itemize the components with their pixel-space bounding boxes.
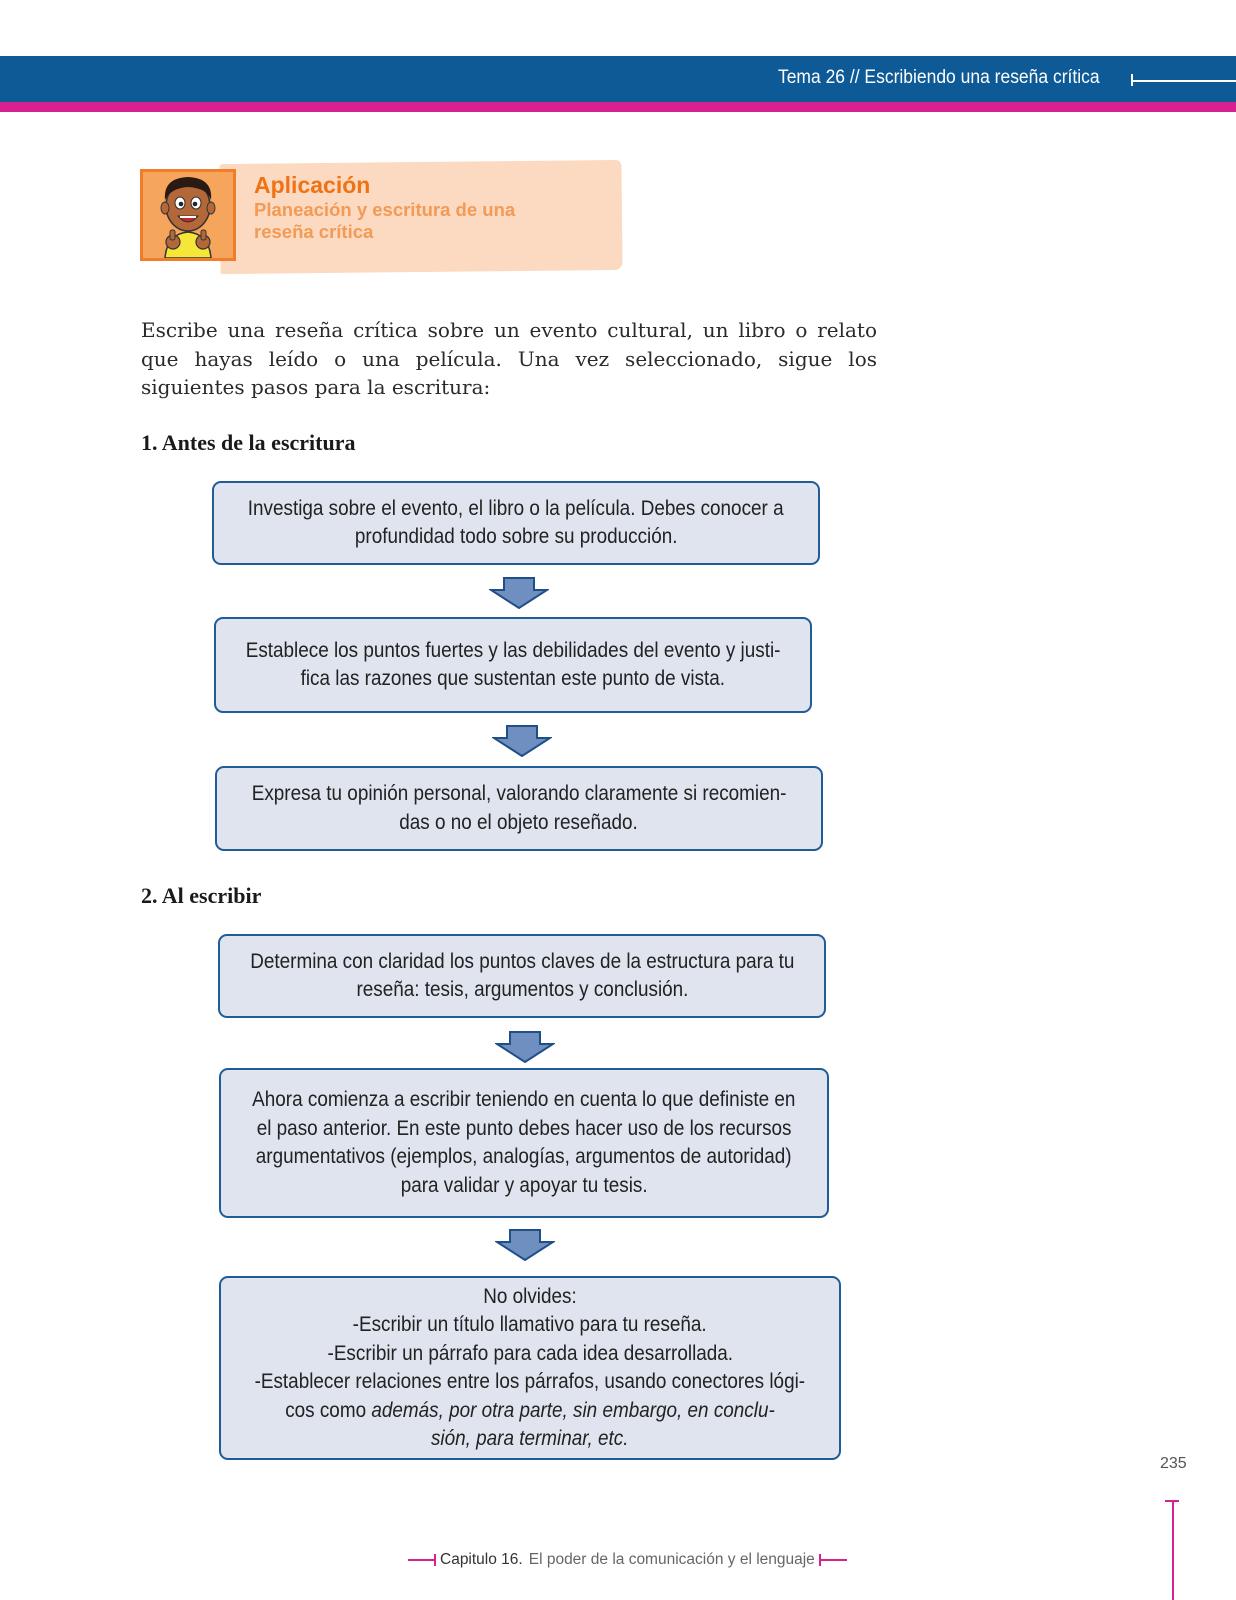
step-box-4 — [218, 934, 826, 1018]
step-box-5-line-2: el paso anterior. En este punto debes hacer uso de los recursos — [256, 1116, 792, 1140]
step-box-2-line-1: Establece los puntos fuertes y las debilidades del evento y justi- — [245, 638, 781, 662]
step-box-1 — [212, 481, 820, 565]
step-box-1-line-2: profundidad todo sobre su producción. — [354, 525, 678, 548]
step-box-2 — [214, 617, 812, 713]
banner-title: Aplicación — [254, 172, 371, 198]
step-box-2-line-2: fica las razones que sustentan este punto de vista. — [300, 667, 726, 690]
step-box-3 — [215, 766, 823, 851]
step-box-4-line-2: reseña: tesis, argumentos y conclusión. — [356, 978, 688, 1001]
page-number: 235 — [1160, 1455, 1187, 1472]
down-arrow-icon — [489, 577, 549, 609]
footer-rule-left — [408, 1559, 436, 1561]
reminder-line-4: -Establecer relaciones entre los párrafos, usando conectores lógi- — [254, 1370, 806, 1393]
reminder-line-2: -Escribir un título llamativo para tu reseña. — [352, 1313, 708, 1336]
reminder-line-5-italic: además, por otra parte, sin embargo, en conclu- — [371, 1398, 775, 1422]
reminder-line-5 — [285, 1397, 775, 1426]
footer-rule-right — [819, 1559, 847, 1561]
reminder-line-6 — [431, 1425, 628, 1454]
step-box-5-line-3: argumentativos (ejemplos, analogías, argumentos de autoridad) — [256, 1145, 792, 1168]
cartoon-boy-icon — [143, 172, 233, 258]
section-1-heading: 1. Antes de la escritura — [141, 430, 356, 455]
footer — [408, 1551, 847, 1569]
reminder-box — [219, 1276, 841, 1460]
banner-subtitle-line-1: Planeación y escritura de una — [254, 199, 516, 220]
step-box-1-line-1: Investiga sobre el evento, el libro o la película. Debes conocer a — [248, 496, 784, 520]
header-accent-stripe — [0, 102, 1236, 112]
application-banner — [140, 162, 622, 272]
banner-subtitle — [254, 199, 584, 243]
reminder-line-6-italic: sión, para terminar, etc. — [431, 1427, 629, 1450]
section-2-heading: 2. Al escribir — [141, 883, 262, 908]
step-box-3-line-2: das o no el objeto reseñado. — [399, 810, 639, 834]
reminder-line-3: -Escribir un párrafo para cada idea desarrollada. — [327, 1341, 733, 1365]
reminder-line-1: No olvides: — [483, 1284, 577, 1308]
down-arrow-icon — [492, 725, 552, 757]
topic-rule — [1133, 80, 1236, 82]
step-box-3-line-1: Expresa tu opinión personal, valorando claramente si recomien- — [251, 782, 787, 805]
step-box-4-line-1: Determina con claridad los puntos claves de la estructura para tu — [249, 949, 795, 973]
topic-title: Tema 26 // Escribiendo una reseña crítica — [778, 67, 1100, 88]
intro-paragraph: Escribe una reseña crítica sobre un evento cultural, un libro o relato que hayas leído o una película. Una vez seleccionado, sigue los siguientes pasos para la escritura: — [141, 318, 877, 399]
footer-chapter-title: El poder de la comunicación y el lenguaje — [528, 1551, 815, 1568]
down-arrow-icon — [495, 1229, 555, 1261]
step-box-5 — [219, 1068, 829, 1218]
step-box-5-line-1: Ahora comienza a escribir teniendo en cuenta lo que definiste en — [252, 1088, 796, 1111]
character-frame — [140, 169, 236, 261]
banner-subtitle-line-2: reseña crítica — [254, 221, 374, 242]
footer-chapter: Capitulo 16. — [440, 1551, 523, 1568]
margin-rule — [1172, 1500, 1174, 1600]
reminder-line-5-plain: cos como — [285, 1398, 372, 1422]
step-box-5-line-4: para validar y apoyar tu tesis. — [400, 1173, 648, 1197]
down-arrow-icon — [495, 1031, 555, 1063]
